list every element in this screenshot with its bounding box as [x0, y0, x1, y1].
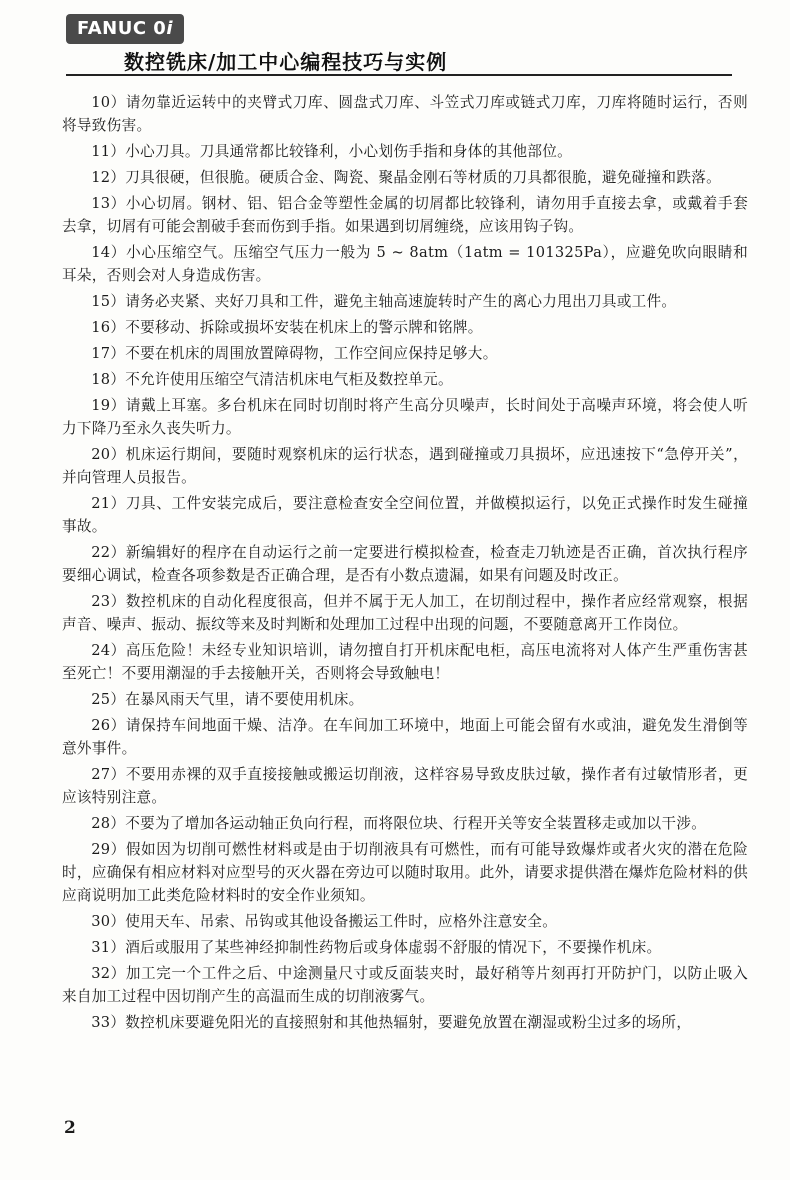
list-item: 11）小心刀具。刀具通常都比较锋利，小心划伤手指和身体的其他部位。: [91, 143, 573, 160]
list-item: 10）请勿靠近运转中的夹臂式刀库、圆盘式刀库、斗笠式刀库或链式刀库，刀库将随时运行，否则将导致伤害。: [62, 94, 748, 134]
list-item: 25）在暴风雨天气里，请不要使用机床。: [91, 691, 364, 708]
page-number: 2: [64, 1118, 76, 1138]
page-header: [66, 10, 732, 78]
list-item: 19）请戴上耳塞。多台机床在同时切削时将产生高分贝噪声，长时间处于高噪声环境，将会使人听力下降乃至永久丧失听力。: [62, 397, 748, 437]
list-item: 16）不要移动、拆除或损坏安装在机床上的警示牌和铭牌。: [91, 319, 483, 336]
list-item: 24）高压危险！未经专业知识培训，请勿擅自打开机床配电柜，高压电流将对人体产生严重伤害甚至死亡！不要用潮湿的手去接触开关，否则将会导致触电！: [62, 642, 748, 682]
list-item: 27）不要用赤裸的双手直接接触或搬运切削液，这样容易导致皮肤过敏，操作者有过敏情形者，更应该特别注意。: [62, 766, 748, 806]
list-item: 26）请保持车间地面干燥、洁净。在车间加工环境中，地面上可能会留有水或油，避免发生滑倒等意外事件。: [62, 717, 748, 757]
list-item: 23）数控机床的自动化程度很高，但并不属于无人加工，在切削过程中，操作者应经常观察，根据声音、噪声、振动、振纹等来及时判断和处理加工过程中出现的问题，不要随意离开工作岗位。: [62, 593, 748, 633]
list-item: 20）机床运行期间，要随时观察机床的运行状态，遇到碰撞或刀具损坏，应迅速按下“急停开关”，并向管理人员报告。: [62, 446, 748, 486]
list-item: 21）刀具、工件安装完成后，要注意检查安全空间位置，并做模拟运行，以免正式操作时发生碰撞事故。: [62, 495, 748, 535]
list-item: 18）不允许使用压缩空气清洁机床电气柜及数控单元。: [91, 371, 453, 388]
brand-badge-suffix: i: [166, 18, 173, 39]
safety-rules-list: [62, 91, 748, 1037]
list-item: 30）使用天车、吊索、吊钩或其他设备搬运工件时，应格外注意安全。: [91, 913, 558, 930]
list-item: 22）新编辑好的程序在自动运行之前一定要进行模拟检查，检查走刀轨迹是否正确，首次执行程序要细心调试，检查各项参数是否正确合理，是否有小数点遗漏，如果有问题及时改正。: [62, 544, 748, 584]
list-item: 14）小心压缩空气。压缩空气压力一般为 5 ~ 8atm（1atm = 101325Pa），应避免吹向眼睛和耳朵，否则会对人身造成伤害。: [62, 244, 748, 284]
list-item: 32）加工完一个工件之后、中途测量尺寸或反面装夹时，最好稍等片刻再打开防护门，以防止吸入来自加工过程中因切削产生的高温而生成的切削液雾气。: [62, 965, 748, 1005]
list-item: 12）刀具很硬，但很脆。硬质合金、陶瓷、聚晶金刚石等材质的刀具都很脆，避免碰撞和跌落。: [91, 169, 722, 186]
list-item: 15）请务必夹紧、夹好刀具和工件，避免主轴高速旋转时产生的离心力甩出刀具或工件。: [91, 293, 677, 310]
list-item: 29）假如因为切削可燃性材料或是由于切削液具有可燃性，而有可能导致爆炸或者火灾的潜在危险时，应确保有相应材料对应型号的灭火器在旁边可以随时取用。此外，请要求提供潜在爆炸危险材料的供应商说明加工此类危险材料时的安全作业须知。: [62, 841, 748, 904]
header-divider: [66, 74, 732, 76]
book-title: 数控铣床/加工中心编程技巧与实例: [124, 50, 448, 74]
list-item: 13）小心切屑。钢材、铝、铝合金等塑性金属的切屑都比较锋利，请勿用手直接去拿，或戴着手套去拿，切屑有可能会割破手套而伤到手指。如果遇到切屑缠绕，应该用钩子钩。: [62, 195, 748, 235]
fanuc-brand-badge: [66, 14, 184, 44]
list-item: 28）不要为了增加各运动轴正负向行程，而将限位块、行程开关等安全装置移走或加以干涉。: [91, 815, 707, 832]
list-item: 17）不要在机床的周围放置障碍物，工作空间应保持足够大。: [91, 345, 498, 362]
brand-badge-main: FANUC 0: [76, 18, 167, 39]
list-item: 33）数控机床要避免阳光的直接照射和其他热辐射，要避免放置在潮湿或粉尘过多的场所，: [91, 1014, 692, 1031]
list-item: 31）酒后或服用了某些神经抑制性药物后或身体虚弱不舒服的情况下，不要操作机床。: [91, 939, 662, 956]
